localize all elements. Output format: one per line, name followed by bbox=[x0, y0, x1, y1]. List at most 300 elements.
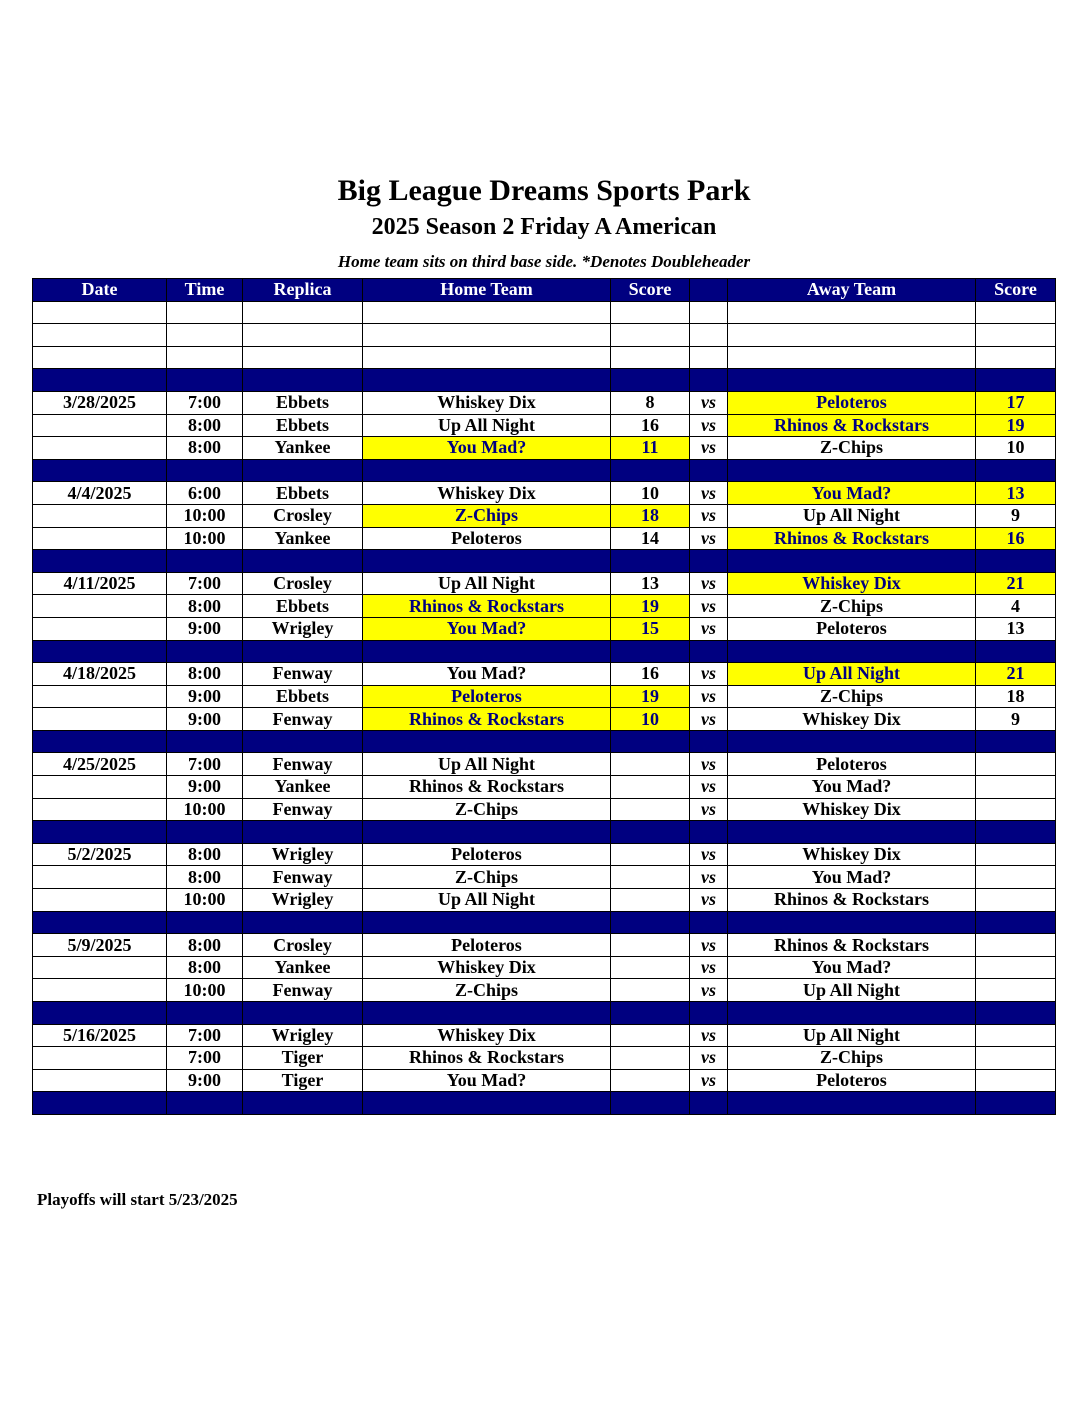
separator-cell bbox=[167, 459, 243, 482]
separator-cell bbox=[33, 369, 167, 392]
schedule-table bbox=[32, 278, 1056, 1115]
col-header-replica: Replica bbox=[243, 279, 363, 302]
time-cell: 7:00 bbox=[167, 1047, 243, 1070]
col-header-home-team: Home Team bbox=[363, 279, 611, 302]
replica-cell: Wrigley bbox=[243, 843, 363, 866]
away-score-cell bbox=[976, 798, 1056, 821]
home-team-cell: Whiskey Dix bbox=[363, 482, 611, 505]
separator-cell bbox=[728, 730, 976, 753]
separator-cell bbox=[690, 640, 728, 663]
home-score-cell: 11 bbox=[611, 437, 690, 460]
home-team-cell: Up All Night bbox=[363, 414, 611, 437]
time-cell: 8:00 bbox=[167, 414, 243, 437]
date-cell: 5/2/2025 bbox=[33, 843, 167, 866]
date-cell bbox=[33, 776, 167, 799]
table-row bbox=[33, 527, 1056, 550]
away-score-cell: 17 bbox=[976, 391, 1056, 414]
date-cell bbox=[33, 414, 167, 437]
separator-cell bbox=[976, 730, 1056, 753]
separator-cell bbox=[243, 821, 363, 844]
replica-cell: Fenway bbox=[243, 866, 363, 889]
header-row bbox=[33, 279, 1056, 302]
away-score-cell: 21 bbox=[976, 663, 1056, 686]
date-cell bbox=[33, 527, 167, 550]
separator-cell bbox=[728, 459, 976, 482]
separator-cell bbox=[611, 550, 690, 573]
date-cell bbox=[33, 1047, 167, 1070]
separator-row bbox=[33, 640, 1056, 663]
home-team-cell: Up All Night bbox=[363, 753, 611, 776]
home-score-cell: 14 bbox=[611, 527, 690, 550]
replica-cell: Wrigley bbox=[243, 889, 363, 912]
date-cell: 5/9/2025 bbox=[33, 934, 167, 957]
away-team-cell: You Mad? bbox=[728, 482, 976, 505]
home-team-cell: Whiskey Dix bbox=[363, 1024, 611, 1047]
away-team-cell: Peloteros bbox=[728, 753, 976, 776]
table-row bbox=[33, 301, 1056, 324]
vs-cell: vs bbox=[690, 934, 728, 957]
home-team-cell bbox=[363, 301, 611, 324]
separator-cell bbox=[611, 640, 690, 663]
time-cell: 10:00 bbox=[167, 504, 243, 527]
home-score-cell bbox=[611, 776, 690, 799]
separator-cell bbox=[728, 640, 976, 663]
separator-cell bbox=[243, 730, 363, 753]
home-team-cell: Peloteros bbox=[363, 934, 611, 957]
separator-cell bbox=[33, 730, 167, 753]
table-row bbox=[33, 482, 1056, 505]
away-team-cell: Rhinos & Rockstars bbox=[728, 889, 976, 912]
away-team-cell: Up All Night bbox=[728, 504, 976, 527]
time-cell: 8:00 bbox=[167, 843, 243, 866]
table-row bbox=[33, 1047, 1056, 1070]
time-cell: 8:00 bbox=[167, 437, 243, 460]
date-cell bbox=[33, 504, 167, 527]
away-score-cell bbox=[976, 324, 1056, 347]
date-cell bbox=[33, 346, 167, 369]
home-team-cell: Up All Night bbox=[363, 572, 611, 595]
col-header-time: Time bbox=[167, 279, 243, 302]
time-cell: 6:00 bbox=[167, 482, 243, 505]
separator-cell bbox=[728, 911, 976, 934]
separator-cell bbox=[728, 1002, 976, 1025]
schedule-body bbox=[33, 301, 1056, 1114]
separator-cell bbox=[976, 821, 1056, 844]
home-score-cell: 19 bbox=[611, 595, 690, 618]
date-cell: 4/4/2025 bbox=[33, 482, 167, 505]
away-team-cell bbox=[728, 301, 976, 324]
date-cell bbox=[33, 1069, 167, 1092]
replica-cell: Ebbets bbox=[243, 482, 363, 505]
separator-cell bbox=[611, 369, 690, 392]
col-header-home-score: Score bbox=[611, 279, 690, 302]
home-score-cell bbox=[611, 346, 690, 369]
separator-cell bbox=[690, 821, 728, 844]
date-cell: 5/16/2025 bbox=[33, 1024, 167, 1047]
separator-cell bbox=[33, 1002, 167, 1025]
home-score-cell bbox=[611, 1069, 690, 1092]
replica-cell: Ebbets bbox=[243, 595, 363, 618]
replica-cell: Yankee bbox=[243, 437, 363, 460]
replica-cell bbox=[243, 301, 363, 324]
page-note: Home team sits on third base side. *Denotes Doubleheader bbox=[337, 252, 751, 271]
vs-cell: vs bbox=[690, 798, 728, 821]
time-cell: 9:00 bbox=[167, 776, 243, 799]
home-team-cell: You Mad? bbox=[363, 617, 611, 640]
away-score-cell: 21 bbox=[976, 572, 1056, 595]
replica-cell: Crosley bbox=[243, 934, 363, 957]
away-team-cell: Z-Chips bbox=[728, 595, 976, 618]
vs-cell: vs bbox=[690, 391, 728, 414]
away-team-cell: Rhinos & Rockstars bbox=[728, 934, 976, 957]
separator-row bbox=[33, 730, 1056, 753]
table-row bbox=[33, 685, 1056, 708]
time-cell: 8:00 bbox=[167, 595, 243, 618]
separator-cell bbox=[728, 369, 976, 392]
home-team-cell: You Mad? bbox=[363, 1069, 611, 1092]
table-row bbox=[33, 798, 1056, 821]
away-score-cell bbox=[976, 776, 1056, 799]
vs-cell: vs bbox=[690, 482, 728, 505]
time-cell: 8:00 bbox=[167, 663, 243, 686]
away-score-cell bbox=[976, 1024, 1056, 1047]
date-cell bbox=[33, 617, 167, 640]
separator-cell bbox=[611, 1092, 690, 1115]
home-team-cell: Peloteros bbox=[363, 685, 611, 708]
vs-cell: vs bbox=[690, 595, 728, 618]
table-row bbox=[33, 776, 1056, 799]
replica-cell: Ebbets bbox=[243, 391, 363, 414]
separator-row bbox=[33, 1002, 1056, 1025]
time-cell: 9:00 bbox=[167, 617, 243, 640]
replica-cell: Ebbets bbox=[243, 414, 363, 437]
vs-cell: vs bbox=[690, 527, 728, 550]
separator-cell bbox=[167, 640, 243, 663]
separator-cell bbox=[363, 821, 611, 844]
separator-cell bbox=[976, 911, 1056, 934]
separator-cell bbox=[33, 911, 167, 934]
away-team-cell: Z-Chips bbox=[728, 685, 976, 708]
away-team-cell: Whiskey Dix bbox=[728, 708, 976, 731]
replica-cell: Fenway bbox=[243, 753, 363, 776]
table-row bbox=[33, 572, 1056, 595]
separator-row bbox=[33, 369, 1056, 392]
away-team-cell: Peloteros bbox=[728, 391, 976, 414]
vs-cell: vs bbox=[690, 866, 728, 889]
home-score-cell: 16 bbox=[611, 663, 690, 686]
home-score-cell: 10 bbox=[611, 708, 690, 731]
separator-cell bbox=[728, 550, 976, 573]
home-score-cell bbox=[611, 301, 690, 324]
vs-cell bbox=[690, 324, 728, 347]
separator-cell bbox=[33, 459, 167, 482]
separator-cell bbox=[976, 550, 1056, 573]
table-row bbox=[33, 866, 1056, 889]
separator-cell bbox=[167, 1092, 243, 1115]
home-team-cell: Rhinos & Rockstars bbox=[363, 1047, 611, 1070]
table-row bbox=[33, 437, 1056, 460]
away-score-cell: 13 bbox=[976, 482, 1056, 505]
time-cell: 9:00 bbox=[167, 685, 243, 708]
date-cell bbox=[33, 889, 167, 912]
away-team-cell: Z-Chips bbox=[728, 1047, 976, 1070]
vs-cell bbox=[690, 346, 728, 369]
home-team-cell: Z-Chips bbox=[363, 866, 611, 889]
home-score-cell: 15 bbox=[611, 617, 690, 640]
separator-cell bbox=[976, 1092, 1056, 1115]
vs-cell: vs bbox=[690, 753, 728, 776]
date-cell bbox=[33, 979, 167, 1002]
vs-cell: vs bbox=[690, 685, 728, 708]
away-score-cell bbox=[976, 301, 1056, 324]
date-cell bbox=[33, 956, 167, 979]
time-cell: 8:00 bbox=[167, 866, 243, 889]
away-team-cell: Peloteros bbox=[728, 1069, 976, 1092]
home-team-cell: Peloteros bbox=[363, 843, 611, 866]
away-score-cell bbox=[976, 1047, 1056, 1070]
separator-cell bbox=[363, 369, 611, 392]
separator-cell bbox=[243, 550, 363, 573]
home-score-cell bbox=[611, 324, 690, 347]
page-title: Big League Dreams Sports Park bbox=[337, 174, 751, 207]
home-score-cell bbox=[611, 1047, 690, 1070]
separator-cell bbox=[363, 911, 611, 934]
away-team-cell: You Mad? bbox=[728, 776, 976, 799]
replica-cell: Crosley bbox=[243, 504, 363, 527]
separator-cell bbox=[976, 369, 1056, 392]
separator-cell bbox=[363, 730, 611, 753]
separator-row bbox=[33, 550, 1056, 573]
separator-row bbox=[33, 459, 1056, 482]
home-score-cell: 8 bbox=[611, 391, 690, 414]
time-cell: 9:00 bbox=[167, 1069, 243, 1092]
vs-cell: vs bbox=[690, 1069, 728, 1092]
vs-cell: vs bbox=[690, 663, 728, 686]
away-score-cell: 19 bbox=[976, 414, 1056, 437]
away-score-cell bbox=[976, 934, 1056, 957]
separator-cell bbox=[167, 369, 243, 392]
home-score-cell: 19 bbox=[611, 685, 690, 708]
separator-row bbox=[33, 1092, 1056, 1115]
vs-cell: vs bbox=[690, 437, 728, 460]
separator-cell bbox=[611, 730, 690, 753]
home-team-cell: Z-Chips bbox=[363, 979, 611, 1002]
away-team-cell: You Mad? bbox=[728, 956, 976, 979]
home-score-cell: 13 bbox=[611, 572, 690, 595]
home-team-cell bbox=[363, 346, 611, 369]
separator-cell bbox=[363, 459, 611, 482]
away-team-cell: Whiskey Dix bbox=[728, 843, 976, 866]
table-row bbox=[33, 934, 1056, 957]
separator-cell bbox=[33, 821, 167, 844]
time-cell: 7:00 bbox=[167, 391, 243, 414]
vs-cell: vs bbox=[690, 504, 728, 527]
separator-cell bbox=[243, 459, 363, 482]
separator-cell bbox=[611, 911, 690, 934]
time-cell: 7:00 bbox=[167, 572, 243, 595]
separator-cell bbox=[363, 550, 611, 573]
away-score-cell bbox=[976, 1069, 1056, 1092]
table-row bbox=[33, 956, 1056, 979]
home-score-cell: 18 bbox=[611, 504, 690, 527]
time-cell: 10:00 bbox=[167, 798, 243, 821]
away-team-cell: Up All Night bbox=[728, 979, 976, 1002]
table-row bbox=[33, 1069, 1056, 1092]
replica-cell: Yankee bbox=[243, 956, 363, 979]
away-score-cell bbox=[976, 843, 1056, 866]
time-cell: 9:00 bbox=[167, 708, 243, 731]
playoffs-note: Playoffs will start 5/23/2025 bbox=[37, 1190, 238, 1209]
table-row bbox=[33, 1024, 1056, 1047]
date-cell bbox=[33, 301, 167, 324]
date-cell: 4/18/2025 bbox=[33, 663, 167, 686]
home-team-cell: Z-Chips bbox=[363, 798, 611, 821]
col-header-date: Date bbox=[33, 279, 167, 302]
separator-cell bbox=[976, 1002, 1056, 1025]
date-cell bbox=[33, 708, 167, 731]
vs-cell: vs bbox=[690, 889, 728, 912]
away-team-cell: Rhinos & Rockstars bbox=[728, 414, 976, 437]
vs-cell bbox=[690, 301, 728, 324]
away-score-cell: 4 bbox=[976, 595, 1056, 618]
vs-cell: vs bbox=[690, 572, 728, 595]
time-cell bbox=[167, 346, 243, 369]
replica-cell: Fenway bbox=[243, 708, 363, 731]
col-header-away-score: Score bbox=[976, 279, 1056, 302]
vs-cell: vs bbox=[690, 708, 728, 731]
table-row bbox=[33, 889, 1056, 912]
separator-cell bbox=[363, 640, 611, 663]
table-row bbox=[33, 504, 1056, 527]
home-score-cell bbox=[611, 889, 690, 912]
time-cell: 7:00 bbox=[167, 753, 243, 776]
separator-row bbox=[33, 821, 1056, 844]
date-cell: 3/28/2025 bbox=[33, 391, 167, 414]
home-team-cell: Rhinos & Rockstars bbox=[363, 776, 611, 799]
time-cell: 7:00 bbox=[167, 1024, 243, 1047]
date-cell bbox=[33, 866, 167, 889]
separator-cell bbox=[976, 459, 1056, 482]
away-score-cell bbox=[976, 866, 1056, 889]
vs-cell: vs bbox=[690, 776, 728, 799]
away-score-cell bbox=[976, 889, 1056, 912]
separator-cell bbox=[690, 911, 728, 934]
replica-cell: Yankee bbox=[243, 527, 363, 550]
home-score-cell bbox=[611, 798, 690, 821]
away-team-cell: Peloteros bbox=[728, 617, 976, 640]
home-score-cell bbox=[611, 979, 690, 1002]
replica-cell: Wrigley bbox=[243, 617, 363, 640]
home-score-cell bbox=[611, 753, 690, 776]
home-score-cell: 16 bbox=[611, 414, 690, 437]
time-cell bbox=[167, 324, 243, 347]
home-score-cell: 10 bbox=[611, 482, 690, 505]
replica-cell: Fenway bbox=[243, 798, 363, 821]
time-cell bbox=[167, 301, 243, 324]
date-cell: 4/11/2025 bbox=[33, 572, 167, 595]
separator-cell bbox=[690, 730, 728, 753]
away-team-cell bbox=[728, 324, 976, 347]
replica-cell bbox=[243, 324, 363, 347]
separator-cell bbox=[611, 1002, 690, 1025]
home-team-cell: You Mad? bbox=[363, 437, 611, 460]
vs-cell: vs bbox=[690, 843, 728, 866]
time-cell: 10:00 bbox=[167, 527, 243, 550]
vs-cell: vs bbox=[690, 414, 728, 437]
separator-cell bbox=[690, 369, 728, 392]
away-score-cell: 9 bbox=[976, 504, 1056, 527]
home-team-cell bbox=[363, 324, 611, 347]
date-cell bbox=[33, 437, 167, 460]
home-score-cell bbox=[611, 956, 690, 979]
replica-cell: Wrigley bbox=[243, 1024, 363, 1047]
replica-cell: Tiger bbox=[243, 1047, 363, 1070]
replica-cell: Fenway bbox=[243, 979, 363, 1002]
time-cell: 10:00 bbox=[167, 979, 243, 1002]
home-score-cell bbox=[611, 866, 690, 889]
date-cell bbox=[33, 685, 167, 708]
replica-cell: Crosley bbox=[243, 572, 363, 595]
away-score-cell bbox=[976, 346, 1056, 369]
home-team-cell: Z-Chips bbox=[363, 504, 611, 527]
separator-cell bbox=[728, 821, 976, 844]
table-row bbox=[33, 663, 1056, 686]
away-team-cell: Whiskey Dix bbox=[728, 798, 976, 821]
separator-cell bbox=[167, 1002, 243, 1025]
separator-cell bbox=[690, 459, 728, 482]
table-row bbox=[33, 979, 1056, 1002]
home-score-cell bbox=[611, 934, 690, 957]
table-row bbox=[33, 595, 1056, 618]
separator-cell bbox=[243, 911, 363, 934]
replica-cell: Tiger bbox=[243, 1069, 363, 1092]
date-cell bbox=[33, 324, 167, 347]
table-row bbox=[33, 843, 1056, 866]
away-team-cell: You Mad? bbox=[728, 866, 976, 889]
away-team-cell: Whiskey Dix bbox=[728, 572, 976, 595]
home-team-cell: Rhinos & Rockstars bbox=[363, 595, 611, 618]
separator-cell bbox=[363, 1092, 611, 1115]
separator-cell bbox=[690, 1092, 728, 1115]
away-score-cell: 18 bbox=[976, 685, 1056, 708]
separator-cell bbox=[363, 1002, 611, 1025]
separator-cell bbox=[167, 821, 243, 844]
vs-cell: vs bbox=[690, 979, 728, 1002]
home-team-cell: Up All Night bbox=[363, 889, 611, 912]
away-score-cell: 16 bbox=[976, 527, 1056, 550]
separator-cell bbox=[243, 1092, 363, 1115]
home-team-cell: Rhinos & Rockstars bbox=[363, 708, 611, 731]
separator-cell bbox=[728, 1092, 976, 1115]
table-row bbox=[33, 753, 1056, 776]
home-team-cell: Whiskey Dix bbox=[363, 956, 611, 979]
away-team-cell: Z-Chips bbox=[728, 437, 976, 460]
separator-cell bbox=[690, 1002, 728, 1025]
separator-cell bbox=[167, 550, 243, 573]
separator-cell bbox=[690, 550, 728, 573]
col-header-away-team: Away Team bbox=[728, 279, 976, 302]
separator-cell bbox=[167, 911, 243, 934]
table-row bbox=[33, 414, 1056, 437]
away-score-cell bbox=[976, 979, 1056, 1002]
date-cell bbox=[33, 595, 167, 618]
separator-cell bbox=[33, 640, 167, 663]
home-score-cell bbox=[611, 843, 690, 866]
away-score-cell: 10 bbox=[976, 437, 1056, 460]
replica-cell bbox=[243, 346, 363, 369]
table-row bbox=[33, 346, 1056, 369]
separator-cell bbox=[243, 640, 363, 663]
